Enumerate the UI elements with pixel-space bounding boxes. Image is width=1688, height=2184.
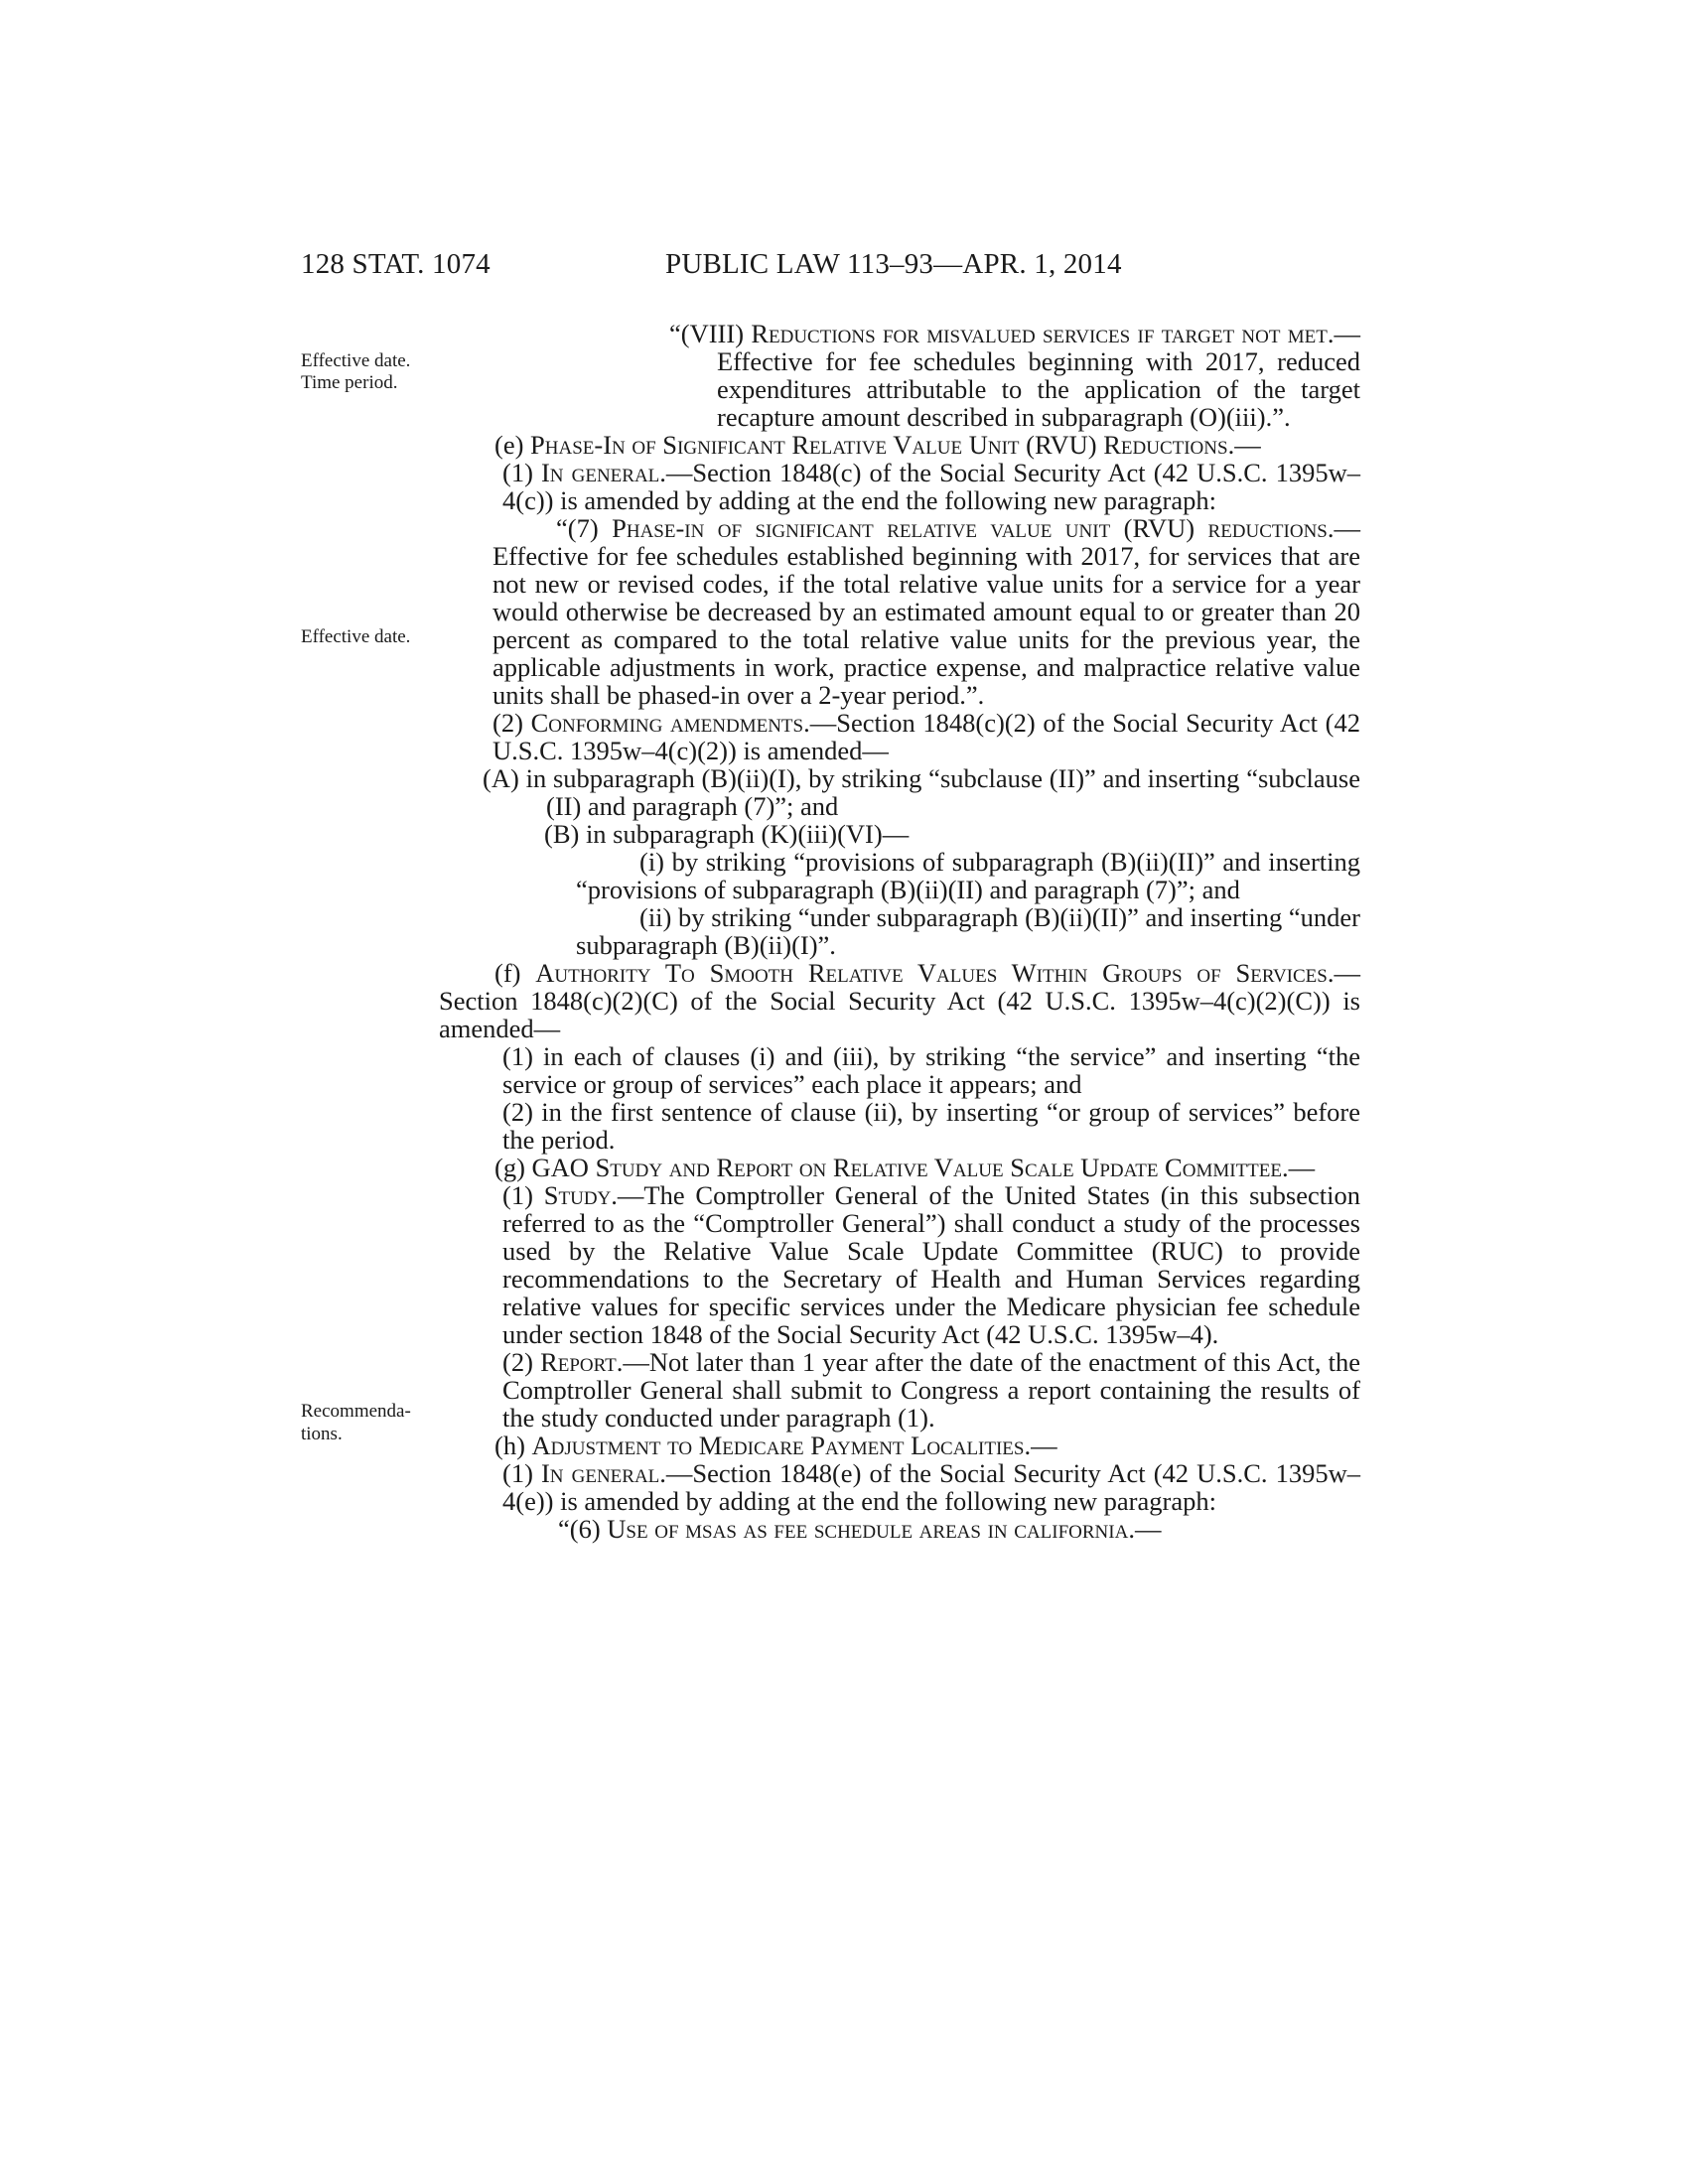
margin-note-time-period: Time period. [301, 372, 398, 393]
paragraph-h1: (1) In general.—Section 1848(e) of the Social Security Act (42 U.S.C. 1395w–4(e)) is amended by adding at the end the following new paragraph: [502, 1458, 1360, 1516]
margin-note-effective-date-2: Effective date. [301, 626, 411, 647]
public-law-title: PUBLIC LAW 113–93—APR. 1, 2014 [665, 248, 1122, 280]
margin-note-recommendations-cont: tions. [301, 1424, 343, 1444]
margin-note-effective-date: Effective date. [301, 350, 411, 371]
margin-note-recommendations: Recommenda- [301, 1401, 411, 1422]
paragraph-f1: (1) in each of clauses (i) and (iii), by striking “the service” and inserting “the service or group of services” each place it appears; and [502, 1041, 1360, 1099]
subsection-h-heading: (h) Adjustment to Medicare Payment Localities.— [494, 1431, 1057, 1460]
document-body [439, 319, 1360, 1544]
running-header [0, 248, 1688, 288]
subsection-e-heading: (e) Phase-In of Significant Relative Value Unit (RVU) Reductions.— [494, 430, 1261, 460]
paragraph-e1: (1) In general.—Section 1848(c) of the Social Security Act (42 U.S.C. 1395w–4(c)) is amended by adding at the end the following new paragraph: [502, 458, 1360, 515]
paragraph-f2: (2) in the first sentence of clause (ii), by inserting “or group of services” before the period. [502, 1097, 1360, 1155]
paragraph-g1: (1) Study.—The Comptroller General of the United States (in this subsection referred to as the “Comptroller General”) shall conduct a study of the processes used by the Relative Value Scale Update Committee (RUC) to provide recommendations to the Secretary of Health and Human Services regarding relative values for specific services under the Medicare physician fee schedule under section 1848 of the Social Security Act (42 U.S.C. 1395w–4). [502, 1180, 1360, 1349]
subparagraph-e2-b: (B) in subparagraph (K)(iii)(VI)— [544, 819, 910, 849]
subsection-g-heading: (g) GAO Study and Report on Relative Value Scale Update Committee.— [494, 1153, 1316, 1182]
clause-e2-b-ii: (ii) by striking “under subparagraph (B)(ii)(II)” and inserting “under subparagraph (B)(ii)(I)”. [576, 902, 1360, 960]
clause-e2-b-i: (i) by striking “provisions of subparagraph (B)(ii)(II)” and inserting “provisions of subparagraph (B)(ii)(II) and paragraph (7)”; and [576, 847, 1360, 904]
statute-page-number: 128 STAT. 1074 [301, 248, 491, 280]
subclause-viii: “(VIII) Reductions for misvalued services if target not met.—Effective for fee schedules beginning with 2017, reduced expenditures attributable to the application of the target recapture amount described in subparagraph (O)(iii).”. [669, 319, 1360, 432]
subparagraph-e2-a: (A) in subparagraph (B)(ii)(I), by striking “subclause (II)” and inserting “subclause (II) and paragraph (7)”; and [483, 763, 1360, 821]
subsection-f-heading: (f) Authority To Smooth Relative Values Within Groups of Services.—Section 1848(c)(2)(C) of the Social Security Act (42 U.S.C. 1395w–4(c)(2)(C)) is amended— [439, 958, 1360, 1043]
paragraph-e2: (2) Conforming amendments.—Section 1848(c)(2) of the Social Security Act (42 U.S.C. 1395w–4(c)(2)) is amended— [492, 708, 1360, 765]
quoted-paragraph-6: “(6) Use of msas as fee schedule areas in california.— [558, 1514, 1162, 1544]
quoted-paragraph-7: “(7) Phase-in of significant relative value unit (RVU) reductions.—Effective for fee schedules established beginning with 2017, for services that are not new or revised codes, if the total relative value units for a service for a year would otherwise be decreased by an estimated amount equal to or greater than 20 percent as compared to the total relative value units for the previous year, the applicable adjustments in work, practice expense, and malpractice relative value units shall be phased-in over a 2-year period.”. [492, 513, 1360, 710]
paragraph-g2: (2) Report.—Not later than 1 year after the date of the enactment of this Act, the Comptroller General shall submit to Congress a report containing the results of the study conducted under paragraph (1). [502, 1347, 1360, 1433]
